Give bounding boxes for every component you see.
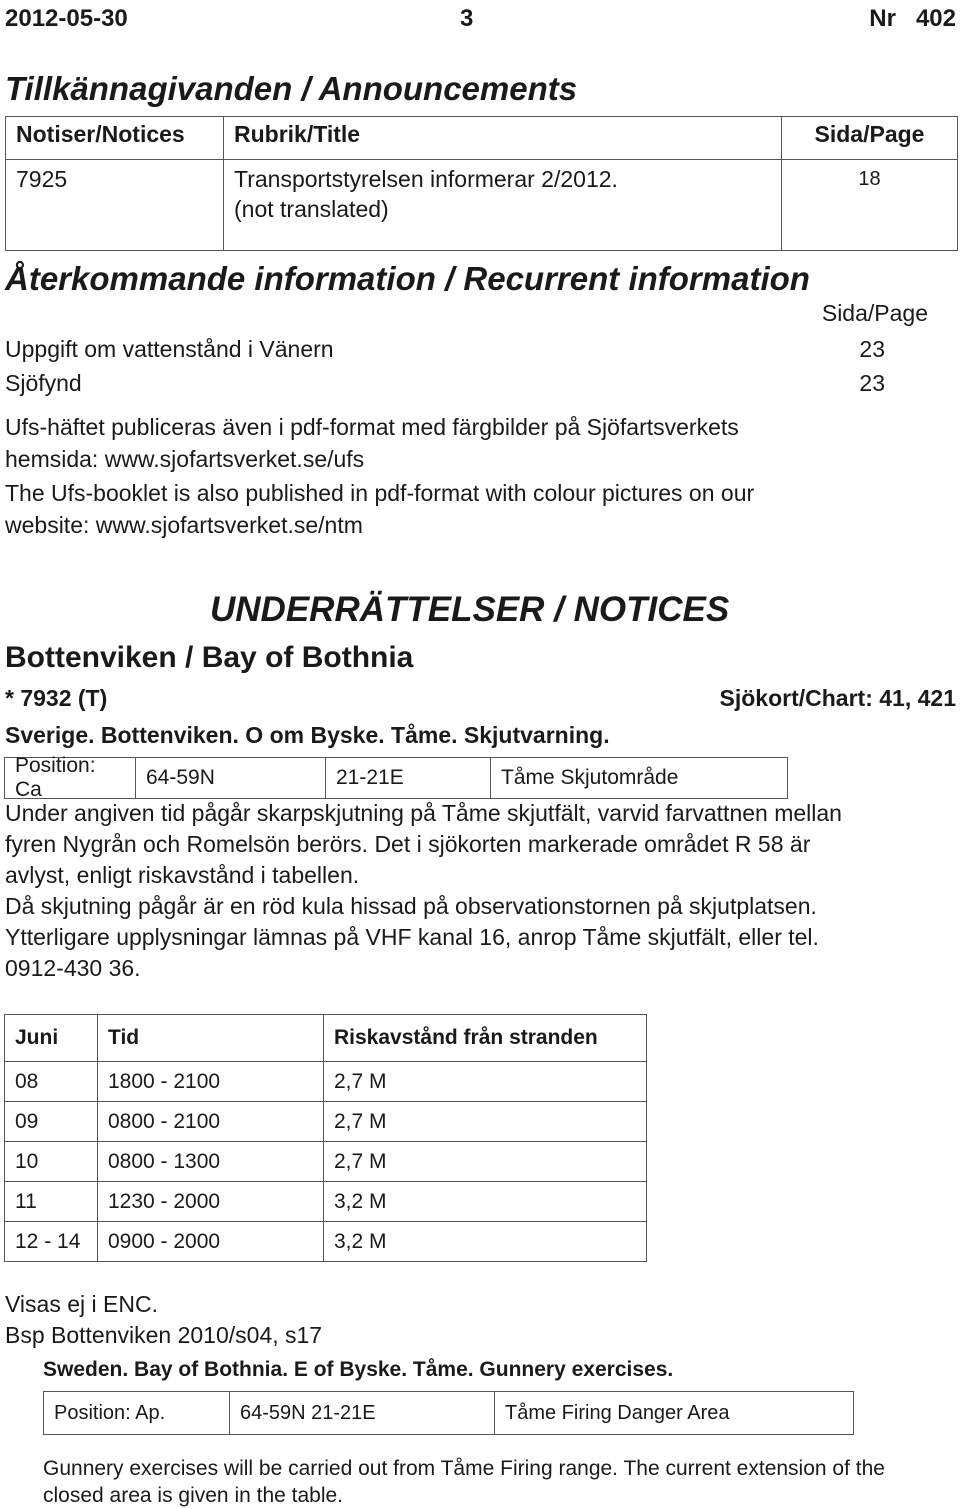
issue-number: Nr 402 — [869, 5, 956, 32]
table-header-row — [5, 1015, 647, 1062]
text-line: Då skjutning pågår är en röd kula hissad på observationstornen på skjutplatsen. — [5, 893, 817, 919]
table-cell: 0800 - 2100 — [98, 1102, 324, 1142]
table-header-row — [6, 117, 958, 160]
recurrent-item-page: 23 — [859, 336, 885, 362]
bsp-reference: Bsp Bottenviken 2010/s04, s17 — [5, 1322, 323, 1348]
recurrent-item-page: 23 — [859, 370, 885, 396]
position-box-swedish — [4, 754, 788, 801]
table-row — [5, 1142, 647, 1182]
text-line: Ytterligare upplysningar lämnas på VHF kanal 16, anrop Tåme skjutfält, eller tel. — [5, 924, 819, 950]
recurrent-item-label: Uppgift om vattenstånd i Vänern — [5, 336, 334, 362]
list-item — [5, 336, 885, 363]
table-cell: 1800 - 2100 — [98, 1062, 324, 1102]
table-cell: 08 — [5, 1062, 98, 1102]
recurrent-page-header: Sida/Page — [821, 300, 928, 326]
table-cell: 1230 - 2000 — [98, 1182, 324, 1222]
issue-date: 2012-05-30 — [5, 5, 128, 32]
sv-info-paragraph — [5, 411, 885, 475]
position-area: Tåme Skjutområde — [501, 766, 679, 789]
table-row — [5, 1062, 647, 1102]
text-line: 0912-430 36. — [5, 955, 141, 981]
page-number: 3 — [460, 5, 474, 32]
notice-title-line: Transportstyrelsen informerar 2/2012. — [234, 166, 618, 192]
list-item — [5, 370, 885, 397]
position-box-english — [43, 1391, 854, 1435]
en-info-paragraph — [5, 477, 885, 541]
table-row — [5, 1182, 647, 1222]
position-label: Position: Ap. — [44, 1392, 230, 1434]
risk-distance-table — [4, 1014, 647, 1262]
text-line: closed area is given in the table. — [43, 1484, 344, 1507]
text-line: website: www.sjofartsverket.se/ntm — [5, 512, 363, 538]
position-area: Tåme Firing Danger Area — [505, 1401, 730, 1424]
table-cell: 2,7 M — [324, 1102, 647, 1142]
position-label: Position: Ca — [5, 758, 136, 798]
chart-reference: Sjökort/Chart: 41, 421 — [719, 685, 956, 711]
body-swedish — [5, 798, 955, 984]
table-cell: 0800 - 1300 — [98, 1142, 324, 1182]
subject-english: Sweden. Bay of Bothnia. E of Byske. Tåme. Gunnery exercises. — [43, 1358, 674, 1381]
text-line: Under angiven tid pågår skarpskjutning på Tåme skjutfält, varvid farvattnen mellan — [5, 800, 842, 826]
subject-swedish: Sverige. Bottenviken. O om Byske. Tåme. Skjutvarning. — [5, 722, 610, 748]
table-row — [6, 160, 958, 251]
region-heading: Bottenviken / Bay of Bothnia — [5, 641, 414, 674]
text-line: avlyst, enligt riskavstånd i tabellen. — [5, 862, 360, 888]
text-line: hemsida: www.sjofartsverket.se/ufs — [5, 446, 365, 472]
announcements-heading: Tillkännagivanden / Announcements — [5, 70, 578, 107]
enc-note: Visas ej i ENC. — [5, 1291, 158, 1317]
column-header: Sida/Page — [782, 117, 958, 160]
announcements-table — [5, 116, 958, 251]
position-longitude: 21-21E — [326, 758, 491, 798]
position-coordinates: 64-59N 21-21E — [230, 1392, 495, 1434]
table-cell: 2,7 M — [324, 1142, 647, 1182]
notices-title: UNDERRÄTTELSER / NOTICES — [210, 590, 730, 629]
body-english — [43, 1455, 958, 1509]
table-cell: 11 — [5, 1182, 98, 1222]
text-line: fyren Nygrån och Romelsön berörs. Det i sjökorten markerade området R 58 är — [5, 831, 811, 857]
notice-id: * 7932 (T) — [5, 685, 108, 711]
column-header: Riskavstånd från stranden — [324, 1015, 647, 1062]
notice-page: 18 — [782, 160, 958, 251]
table-row — [5, 1102, 647, 1142]
text-line: Ufs-häftet publiceras även i pdf-format med färgbilder på Sjöfartsverkets — [5, 414, 739, 440]
table-cell: 0900 - 2000 — [98, 1222, 324, 1262]
table-cell: 3,2 M — [324, 1182, 647, 1222]
table-cell: 09 — [5, 1102, 98, 1142]
notice-number: 7925 — [6, 160, 224, 251]
column-header: Tid — [98, 1015, 324, 1062]
table-cell: 3,2 M — [324, 1222, 647, 1262]
table-cell: 10 — [5, 1142, 98, 1182]
column-header: Notiser/Notices — [6, 117, 224, 160]
text-line: Gunnery exercises will be carried out from Tåme Firing range. The current extension of the — [43, 1457, 885, 1480]
table-row — [5, 1222, 647, 1262]
column-header: Rubrik/Title — [224, 117, 782, 160]
recurrent-heading: Återkommande information / Recurrent information — [5, 260, 810, 297]
table-cell: 12 - 14 — [5, 1222, 98, 1262]
column-header: Juni — [5, 1015, 98, 1062]
position-latitude: 64-59N — [136, 758, 326, 798]
table-cell: 2,7 M — [324, 1062, 647, 1102]
text-line: The Ufs-booklet is also published in pdf-format with colour pictures on our — [5, 480, 755, 506]
notice-title — [224, 160, 782, 251]
recurrent-item-label: Sjöfynd — [5, 370, 82, 396]
notice-title-line: (not translated) — [234, 196, 389, 222]
